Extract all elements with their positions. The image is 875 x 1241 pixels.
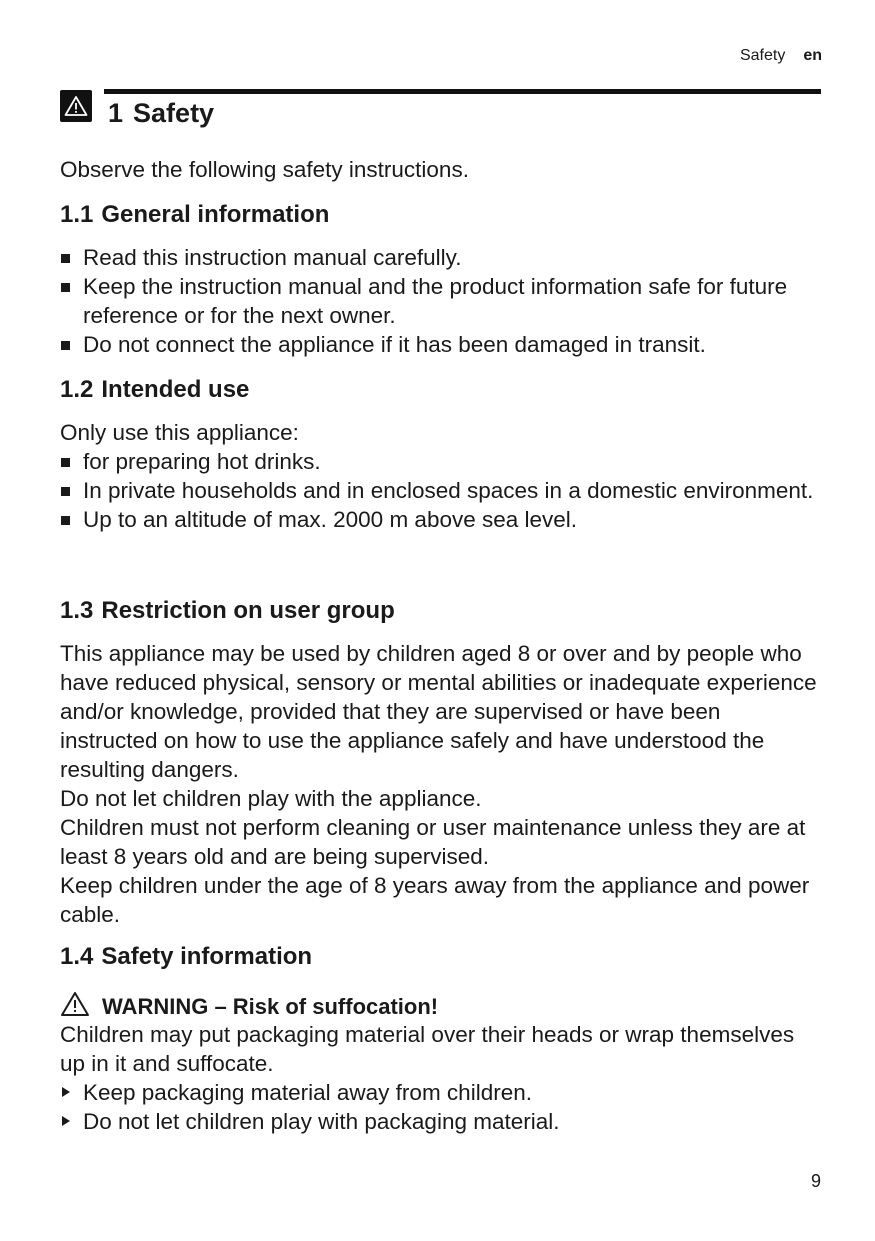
paragraph: Keep children under the age of 8 years away from the appliance and power cable. [60, 873, 810, 927]
section-number: 1.3 [60, 597, 94, 624]
section-title: Restriction on user group [101, 597, 395, 624]
section-number: 1.1 [60, 201, 94, 228]
paragraph: Children must not perform cleaning or user maintenance unless they are at least 8 years old and are being supervised. [60, 815, 806, 869]
warning-action-list [60, 1078, 822, 1136]
running-head-language: en [803, 47, 822, 64]
general-info-list [60, 243, 822, 359]
running-head [740, 47, 822, 65]
warning-title: WARNING – Risk of suffocation! [102, 994, 439, 1019]
warning-text: Children may put packaging material over their heads or wrap themselves up in it and suffocate. [60, 1022, 795, 1076]
section-title: General information [101, 201, 330, 228]
warning-heading [60, 991, 438, 1023]
warning-box-icon [60, 90, 92, 122]
list-item: Read this instruction manual carefully. [60, 243, 822, 272]
section-heading-user-group [60, 597, 395, 625]
section-heading-general [60, 201, 329, 229]
section-number: 1.2 [60, 376, 94, 403]
section-number: 1.4 [60, 943, 94, 970]
list-item: Do not let children play with packaging material. [60, 1107, 822, 1136]
list-item: Keep the instruction manual and the product information safe for future reference or for the next owner. [60, 272, 822, 330]
chapter-heading [108, 98, 214, 129]
section-title: Safety information [101, 943, 313, 970]
warning-triangle-icon [60, 991, 90, 1023]
section-heading-safety-info [60, 943, 312, 971]
running-head-section: Safety [739, 47, 786, 64]
paragraph: Do not let children play with the appliance. [60, 786, 482, 811]
user-group-text [60, 639, 820, 929]
page-number: 9 [810, 1171, 821, 1191]
list-item: Up to an altitude of max. 2000 m above sea level. [60, 505, 822, 534]
list-item: In private households and in enclosed spaces in a domestic environment. [60, 476, 822, 505]
paragraph: This appliance may be used by children aged 8 or over and by people who have reduced physical, sensory or mental abilities or inadequate experience and/or knowledge, provided that they are supervised or have been instructed on how to use the appliance safely and have understood the resulting dangers. [60, 641, 817, 782]
section-title: Intended use [101, 376, 250, 403]
chapter-intro: Observe the following safety instructions. [60, 157, 469, 182]
intended-use-list [60, 447, 822, 534]
list-item: Do not connect the appliance if it has been damaged in transit. [60, 330, 822, 359]
chapter-title: Safety [133, 98, 215, 128]
section-heading-intended-use [60, 376, 249, 404]
list-item: Keep packaging material away from children. [60, 1078, 822, 1107]
chapter-number: 1 [108, 98, 124, 128]
chapter-rule [104, 89, 821, 94]
list-item: for preparing hot drinks. [60, 447, 822, 476]
intended-use-intro: Only use this appliance: [60, 420, 299, 445]
